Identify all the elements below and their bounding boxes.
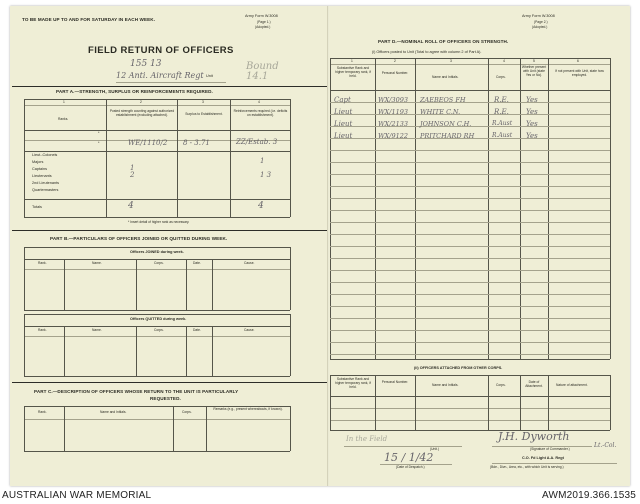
joined-col-date: Date. [193, 261, 201, 265]
quitted-col-rank: Rank. [38, 328, 47, 332]
d2-col-date: Date of Attachment. [525, 380, 543, 388]
hw-unit-number: 155 13 [130, 59, 162, 69]
date-caption: (Date of Despatch.) [396, 465, 425, 469]
roll-name: WHITE C.N. [420, 108, 461, 116]
part-d-sub1: (i) Officers posted to Unit (Total to agree with column 2 of Part A). [372, 50, 482, 54]
rank-majors: Majors [32, 160, 44, 164]
hw-posted-row1: WE/1110/2 [128, 139, 168, 147]
d-col-name: Name and Initials. [432, 75, 459, 79]
hw-reinf-row1: ZZ/Estab. 3 [236, 138, 278, 146]
col-posted-strength: Posted strength counting against authorized establishment (excluding attached). [109, 109, 175, 117]
d2-col-corps: Corps. [496, 383, 506, 387]
roll-rule [330, 270, 610, 271]
roll-corps: R.Aust [492, 132, 513, 139]
col-reinforcements: Reinforcements required (i.e. deficits on establishment). [233, 109, 288, 117]
form-document [10, 6, 630, 486]
roll-name: JOHNSON C.H. [420, 120, 472, 128]
roll-rule [330, 258, 610, 259]
d2-col-name: Name and Initials. [432, 383, 459, 387]
form-page-right: (Page 2.) [534, 20, 548, 24]
part-c-title: PART C.—DESCRIPTION OF OFFICERS WHOSE RETURN TO THE UNIT IS PARTICULARLY [34, 389, 239, 394]
roll-rule [330, 282, 610, 283]
quitted-col-date: Date. [193, 328, 201, 332]
roll-name: ZAEBEOS FH [420, 96, 466, 104]
roll-name: PRITCHARD RH [420, 132, 475, 140]
signature: J.H. Dyworth [498, 430, 570, 443]
quitted-col-name: Name. [92, 328, 102, 332]
part-c-col-corps: Corps. [182, 410, 192, 414]
roll-rule [330, 186, 610, 187]
roll-rank: Lieut [334, 132, 353, 140]
joined-col-rank: Rank. [38, 261, 47, 265]
rank-quartermasters: Quartermasters [32, 188, 59, 192]
form-adopted-right: (Adopted.) [532, 25, 548, 29]
part-c-col-remarks: Remarks (e.g., present whereabouts, if known). [213, 407, 283, 411]
d-col-corps: Corps. [496, 75, 506, 79]
part-b-title: PART B.—PARTICULARS OF OFFICERS JOINED OR QUITTED DURING WEEK. [50, 236, 228, 241]
hw-captains-posted: 1 [130, 164, 135, 172]
col-num-2: 2 [140, 100, 142, 104]
roll-number: WX/3093 [378, 96, 409, 104]
roll-rule [330, 354, 610, 355]
joined-col-corps: Corps. [154, 261, 164, 265]
caption-right: AWM2019.366.1535 [541, 490, 636, 501]
quitted-col-cause: Cause. [244, 328, 255, 332]
roll-present: Yes [526, 132, 538, 140]
hw-date: 15 / 1/42 [384, 451, 434, 464]
roll-rank: Capt [334, 96, 351, 104]
star-mark: * [98, 141, 100, 145]
page-title: FIELD RETURN OF OFFICERS [88, 45, 234, 56]
roll-rule [330, 246, 610, 247]
roll-number: WX/9122 [378, 132, 409, 140]
roll-corps: R.E. [494, 96, 509, 104]
rank-lt-colonels: Lieut.-Colonels [32, 153, 58, 157]
d-col-number: Personal Number. [381, 71, 409, 75]
roll-rule [330, 162, 610, 163]
hw-lieutenants-posted: 2 [130, 171, 135, 179]
quitted-col-corps: Corps. [154, 328, 164, 332]
form-page-left: (Page 1.) [257, 20, 271, 24]
part-c-title-2: REQUESTED. [150, 396, 181, 401]
form-number-right: Army Form W.3008 [522, 14, 555, 18]
roll-rule [330, 150, 610, 151]
col-num-4: 4 [258, 100, 260, 104]
d-col-num-3: 3 [450, 59, 452, 63]
part-a-title: PART A.—STRENGTH, SURPLUS OR REINFORCEMENTS REQUIRED. [56, 89, 213, 94]
signature-caption: (Signature of Commander.) [530, 447, 570, 451]
part-c-col-rank: Rank. [38, 410, 47, 414]
roll-rule [330, 330, 610, 331]
unit-caption: (Unit.) [430, 447, 439, 451]
col-surplus: Surplus to Establishment. [185, 112, 223, 116]
d-col-present: Whether present with Unit (state Yes or No). [521, 65, 547, 77]
d2-col-rank: Substantive Rank and higher temporary rank, if held. [335, 377, 371, 389]
roll-rule [330, 210, 610, 211]
unit-label: Unit [206, 74, 213, 78]
hw-totals-posted: 4 [128, 201, 134, 211]
hw-unit-name: 12 Anti. Aircraft Regt [116, 71, 204, 80]
hw-lieutenants-reinf: 1 3 [260, 171, 272, 179]
totals-label: Totals [32, 205, 42, 209]
form-adopted-left: (Adopted.) [255, 25, 271, 29]
joined-title: Officers JOINED during week. [130, 250, 184, 254]
d-col-employed: If not present with Unit, state how employed. [555, 69, 604, 77]
hw-surplus-row1: 8 - 3.71 [183, 139, 210, 147]
header-instruction: TO BE MADE UP TO AND FOR SATURDAY IN EACH WEEK. [22, 17, 156, 22]
d2-col-number: Personal Number. [381, 380, 409, 384]
roll-rule [330, 114, 610, 115]
roll-corps: R.Aust [492, 120, 513, 127]
quitted-title: Officers QUITTED during week. [130, 317, 187, 321]
d-col-rank: Substantive Rank and higher temporary rank, if held. [335, 66, 371, 78]
d-col-num-2: 2 [394, 59, 396, 63]
roll-corps: R.E. [494, 108, 509, 116]
d-col-num-4: 4 [503, 59, 505, 63]
roll-rule [330, 222, 610, 223]
roll-number: WX/1193 [378, 108, 409, 116]
roll-rule [330, 294, 610, 295]
roll-rank: Lieut [334, 108, 353, 116]
roll-rule [330, 342, 610, 343]
col-num-1: 1 [63, 100, 65, 104]
hw-place: In the Field [346, 435, 388, 443]
col-ranks: Ranks. [58, 117, 69, 121]
rank-signature: Lt.-Col. [594, 442, 617, 449]
part-d-sub2: (ii) OFFICERS ATTACHED FROM OTHER CORPS. [414, 366, 503, 370]
hw-totals-reinf: 4 [258, 201, 264, 211]
hw-majors-reinf: 1 [260, 157, 265, 165]
d2-col-nature: Nature of attachment. [556, 383, 588, 387]
unit-printed: C.O. Fd Light A.A. Regt [522, 456, 564, 460]
roll-rule [330, 198, 610, 199]
roll-present: Yes [526, 96, 538, 104]
d-col-num-6: 6 [577, 59, 579, 63]
roll-rule [330, 306, 610, 307]
roll-rule [330, 234, 610, 235]
roll-rule [330, 174, 610, 175]
rank-2nd-lieutenants: 2nd Lieutenants [32, 181, 60, 185]
col-num-3: 3 [202, 100, 204, 104]
joined-col-cause: Cause. [244, 261, 255, 265]
joined-col-name: Name. [92, 261, 102, 265]
part-a-footnote: * Insert detail of higher rank as necessary. [128, 220, 190, 224]
rank-captains: Captains [32, 167, 47, 171]
roll-number: WX/2133 [378, 120, 409, 128]
form-number-left: Army Form W.3008 [245, 14, 278, 18]
part-d-title: PART D.—NOMINAL ROLL OF OFFICERS ON STRENGTH. [378, 39, 509, 44]
roll-present: Yes [526, 108, 538, 116]
hw-stamp: Bound 14.1 [246, 61, 279, 82]
roll-rule [330, 102, 610, 103]
part-c-col-name: Name and Initials. [100, 410, 127, 414]
caption-left: AUSTRALIAN WAR MEMORIAL [2, 490, 152, 501]
rank-lieutenants: Lieutenants [32, 174, 52, 178]
bde-caption: (Bde., Divn., Area, etc., with which Unit is serving.) [490, 465, 564, 469]
star-mark: * [98, 131, 100, 135]
roll-rank: Lieut [334, 120, 353, 128]
d-col-num-1: 1 [351, 59, 353, 63]
d-col-num-5: 5 [533, 59, 535, 63]
page-fold [327, 6, 329, 486]
roll-rule [330, 318, 610, 319]
roll-present: Yes [526, 120, 538, 128]
